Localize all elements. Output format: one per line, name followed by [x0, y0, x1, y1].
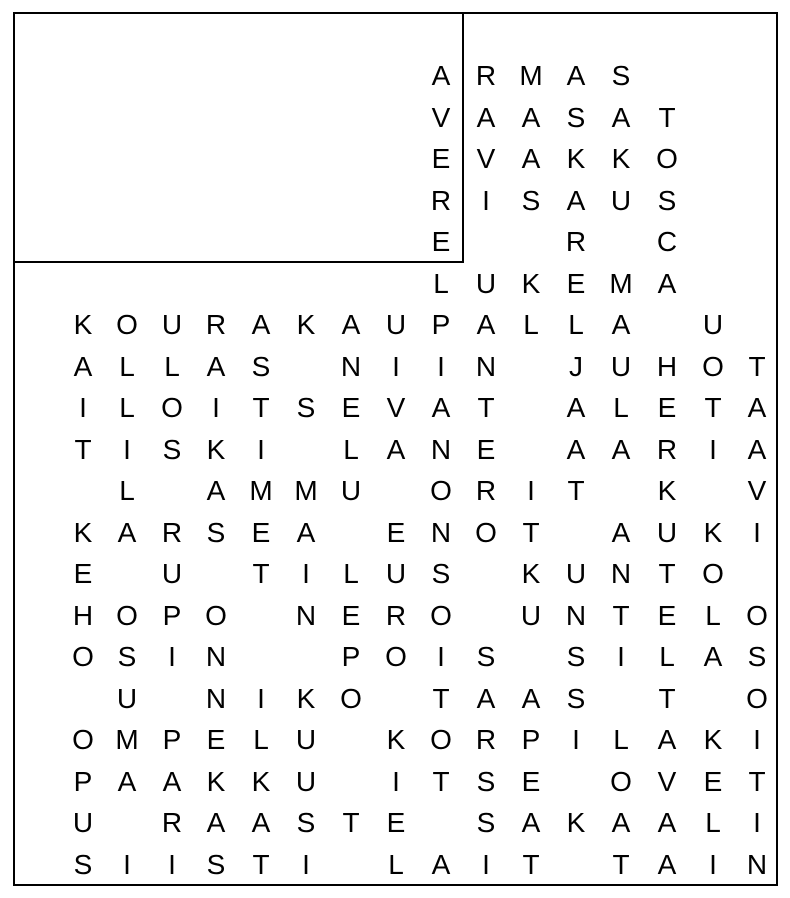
letter-cell: T: [252, 558, 270, 589]
letter-cell: H: [72, 599, 94, 631]
letter-cell: V: [747, 475, 767, 506]
letter-cell: K: [386, 724, 406, 755]
letter-cell: T: [477, 392, 495, 423]
letter-cell: N: [475, 350, 497, 382]
letter-cell: H: [656, 350, 678, 382]
letter-cell: K: [521, 558, 541, 589]
letter-cell: A: [251, 807, 271, 838]
letter-cell: E: [431, 143, 451, 174]
letter-cell: I: [168, 848, 176, 880]
letter-cell: S: [162, 433, 182, 465]
letter-cell: U: [295, 724, 317, 755]
letter-cell: C: [656, 226, 678, 257]
letter-cell: M: [519, 60, 543, 91]
letter-cell: K: [206, 765, 226, 797]
letter-cell: A: [521, 807, 541, 838]
letter-cell: V: [431, 101, 451, 133]
letter-cell: U: [520, 599, 542, 631]
letter-cell: I: [482, 184, 490, 216]
letter-cell: U: [385, 309, 407, 340]
letter-cell: A: [431, 392, 451, 423]
letter-cell: O: [385, 641, 407, 672]
letter-cell: I: [168, 641, 176, 672]
letter-cell: A: [521, 682, 541, 714]
letter-cell: K: [296, 309, 316, 340]
letter-cell: S: [476, 807, 496, 838]
letter-cell: T: [522, 848, 540, 880]
letter-cell: A: [476, 682, 496, 714]
letter-cell: A: [611, 433, 631, 465]
letter-cell: A: [476, 309, 496, 340]
letter-cell: M: [115, 724, 139, 755]
letter-cell: A: [206, 807, 226, 838]
letter-cell: S: [566, 641, 586, 672]
letter-cell: L: [705, 599, 721, 631]
letter-cell: O: [116, 309, 138, 340]
letter-cell: T: [252, 848, 270, 880]
letter-cell: S: [566, 682, 586, 714]
letter-cell: P: [431, 309, 451, 340]
letter-cell: K: [611, 143, 631, 174]
letter-cell: E: [476, 433, 496, 465]
letter-cell: T: [74, 433, 92, 465]
letter-cell: A: [657, 848, 677, 880]
letter-cell: O: [430, 599, 452, 631]
letter-cell: O: [702, 350, 724, 382]
letter-cell: R: [656, 433, 678, 465]
letter-cell: T: [432, 682, 450, 714]
letter-cell: A: [611, 101, 631, 133]
letter-cell: U: [385, 558, 407, 589]
letter-cell: S: [611, 60, 631, 91]
letter-cell: A: [162, 765, 182, 797]
letter-cell: S: [296, 807, 316, 838]
letter-cell: L: [119, 392, 135, 423]
letter-cell: I: [617, 641, 625, 672]
letter-cell: P: [521, 724, 541, 755]
letter-cell: I: [709, 848, 717, 880]
letter-cell: P: [73, 765, 93, 797]
letter-cell: U: [656, 516, 678, 548]
letter-cell: S: [206, 516, 226, 548]
letter-cell: I: [257, 682, 265, 714]
letter-cell: V: [386, 392, 406, 423]
letter-cell: U: [610, 350, 632, 382]
letter-cell: U: [610, 184, 632, 216]
letter-cell: S: [476, 765, 496, 797]
letter-cell: N: [565, 599, 587, 631]
letter-cell: O: [430, 724, 452, 755]
letter-cell: I: [437, 641, 445, 672]
letter-cell: U: [340, 475, 362, 506]
letter-cell: E: [431, 226, 451, 257]
letter-cell: A: [73, 350, 93, 382]
letter-cell: A: [117, 516, 137, 548]
letter-cell: S: [296, 392, 316, 423]
letter-cell: A: [657, 807, 677, 838]
letter-cell: I: [753, 516, 761, 548]
letter-cell: T: [432, 765, 450, 797]
letter-cell: V: [657, 765, 677, 797]
letter-cell: O: [746, 599, 768, 631]
letter-cell: L: [523, 309, 539, 340]
letter-cell: M: [249, 475, 273, 506]
letter-cell: P: [162, 724, 182, 755]
letter-cell: S: [73, 848, 93, 880]
letter-cell: I: [753, 807, 761, 838]
letter-cell: U: [72, 807, 94, 838]
letter-cell: N: [295, 599, 317, 631]
letter-cell: K: [73, 309, 93, 340]
letter-cell: O: [340, 682, 362, 714]
letter-cell: T: [658, 101, 676, 133]
letter-cell: S: [476, 641, 496, 672]
letter-cell: E: [566, 267, 586, 299]
letter-cell: A: [566, 60, 586, 91]
letter-cell: K: [566, 807, 586, 838]
letter-cell: T: [704, 392, 722, 423]
letter-cell: K: [296, 682, 316, 714]
letter-cell: U: [116, 682, 138, 714]
letter-cell: J: [569, 350, 583, 382]
letter-cell: L: [433, 267, 449, 299]
letter-cell: E: [251, 516, 271, 548]
letter-cell: A: [296, 516, 316, 548]
letter-cell: A: [206, 350, 226, 382]
letter-cell: E: [341, 599, 361, 631]
letter-cell: N: [205, 641, 227, 672]
letter-cell: I: [482, 848, 490, 880]
letter-cell: E: [521, 765, 541, 797]
letter-cell: T: [342, 807, 360, 838]
letter-cell: T: [522, 516, 540, 548]
letter-cell: N: [430, 516, 452, 548]
letter-cell: E: [341, 392, 361, 423]
letter-cell: T: [252, 392, 270, 423]
letter-cell: O: [746, 682, 768, 714]
letter-cell: T: [748, 765, 766, 797]
letter-cell: A: [521, 101, 541, 133]
letter-cell: I: [527, 475, 535, 506]
letter-cell: A: [611, 309, 631, 340]
letter-cell: O: [161, 392, 183, 423]
letter-cell: K: [206, 433, 226, 465]
letter-cell: I: [302, 848, 310, 880]
letter-cell: U: [161, 309, 183, 340]
letter-cell: I: [572, 724, 580, 755]
letter-cell: L: [253, 724, 269, 755]
letter-cell: O: [610, 765, 632, 797]
letter-cell: E: [73, 558, 93, 589]
letter-cell: A: [566, 433, 586, 465]
letter-cell: N: [610, 558, 632, 589]
letter-cell: R: [385, 599, 407, 631]
letter-cell: N: [340, 350, 362, 382]
letter-cell: T: [612, 599, 630, 631]
letter-cell: S: [431, 558, 451, 589]
letter-cell: A: [206, 475, 226, 506]
letter-cell: L: [119, 475, 135, 506]
letter-cell: A: [341, 309, 361, 340]
letter-cell: O: [430, 475, 452, 506]
letter-cell: R: [565, 226, 587, 257]
letter-cell: E: [703, 765, 723, 797]
letter-cell: E: [657, 599, 677, 631]
letter-cell: S: [206, 848, 226, 880]
letter-cell: A: [566, 184, 586, 216]
letter-cell: U: [161, 558, 183, 589]
letter-cell: L: [343, 558, 359, 589]
letter-cell: A: [747, 433, 767, 465]
letter-cell: K: [657, 475, 677, 506]
letter-cell: T: [567, 475, 585, 506]
letter-cell: A: [657, 724, 677, 755]
letter-cell: O: [116, 599, 138, 631]
letter-cell: I: [257, 433, 265, 465]
letter-cell: P: [162, 599, 182, 631]
letter-cell: R: [161, 807, 183, 838]
letter-cell: N: [430, 433, 452, 465]
letter-cell: E: [206, 724, 226, 755]
letter-cell: U: [295, 765, 317, 797]
letter-cell: M: [609, 267, 633, 299]
letter-cell: U: [565, 558, 587, 589]
letter-cell: A: [117, 765, 137, 797]
letter-cell: I: [709, 433, 717, 465]
letter-cell: L: [659, 641, 675, 672]
letter-cell: S: [566, 101, 586, 133]
letter-cell: A: [657, 267, 677, 299]
letter-cell: S: [747, 641, 767, 672]
letter-cell: K: [521, 267, 541, 299]
letter-cell: L: [343, 433, 359, 465]
letter-cell: R: [475, 724, 497, 755]
letter-cell: S: [251, 350, 271, 382]
letter-cell: A: [431, 60, 451, 91]
letter-cell: I: [753, 724, 761, 755]
letter-cell: E: [386, 807, 406, 838]
letter-cell: R: [475, 475, 497, 506]
letter-cell: I: [392, 765, 400, 797]
letter-cell: E: [386, 516, 406, 548]
letter-cell: T: [658, 682, 676, 714]
letter-cell: L: [568, 309, 584, 340]
letter-cell: I: [302, 558, 310, 589]
letter-cell: R: [475, 60, 497, 91]
letter-cell: A: [703, 641, 723, 672]
letter-cell: L: [388, 848, 404, 880]
letter-cell: E: [657, 392, 677, 423]
letter-cell: O: [702, 558, 724, 589]
letter-cell: T: [748, 350, 766, 382]
letter-cell: I: [79, 392, 87, 423]
letter-cell: L: [164, 350, 180, 382]
letter-cell: A: [747, 392, 767, 423]
letter-cell: K: [703, 516, 723, 548]
letter-cell: A: [386, 433, 406, 465]
letter-cell: M: [294, 475, 318, 506]
letter-cell: I: [437, 350, 445, 382]
letter-cell: R: [430, 184, 452, 216]
letter-cell: U: [475, 267, 497, 299]
letter-cell: V: [476, 143, 496, 174]
letter-cell: N: [205, 682, 227, 714]
letter-cell: O: [72, 641, 94, 672]
letter-cell: T: [658, 558, 676, 589]
letter-cell: A: [566, 392, 586, 423]
letter-cell: A: [611, 516, 631, 548]
letter-cell: K: [251, 765, 271, 797]
letter-cell: L: [705, 807, 721, 838]
letter-cell: A: [476, 101, 496, 133]
letter-cell: K: [703, 724, 723, 755]
letter-cell: I: [212, 392, 220, 423]
letter-cell: R: [161, 516, 183, 548]
letter-cell: U: [702, 309, 724, 340]
letter-cell: A: [521, 143, 541, 174]
letter-cell: N: [746, 848, 768, 880]
letter-cell: S: [521, 184, 541, 216]
letter-cell: O: [656, 143, 678, 174]
letter-cell: P: [341, 641, 361, 672]
letter-cell: L: [613, 392, 629, 423]
letter-cell: K: [566, 143, 586, 174]
letter-cell: O: [475, 516, 497, 548]
letter-cell: K: [73, 516, 93, 548]
letter-cell: A: [251, 309, 271, 340]
letter-cell: O: [205, 599, 227, 631]
letter-cell: L: [119, 350, 135, 382]
letter-cell: A: [431, 848, 451, 880]
letter-cell: I: [123, 433, 131, 465]
letter-cell: I: [123, 848, 131, 880]
letter-cell: S: [657, 184, 677, 216]
letter-cell: R: [205, 309, 227, 340]
letter-cell: O: [72, 724, 94, 755]
letter-cell: I: [392, 350, 400, 382]
letter-cell: L: [613, 724, 629, 755]
letter-cell: A: [611, 807, 631, 838]
letter-cell: S: [117, 641, 137, 672]
letter-cell: T: [612, 848, 630, 880]
